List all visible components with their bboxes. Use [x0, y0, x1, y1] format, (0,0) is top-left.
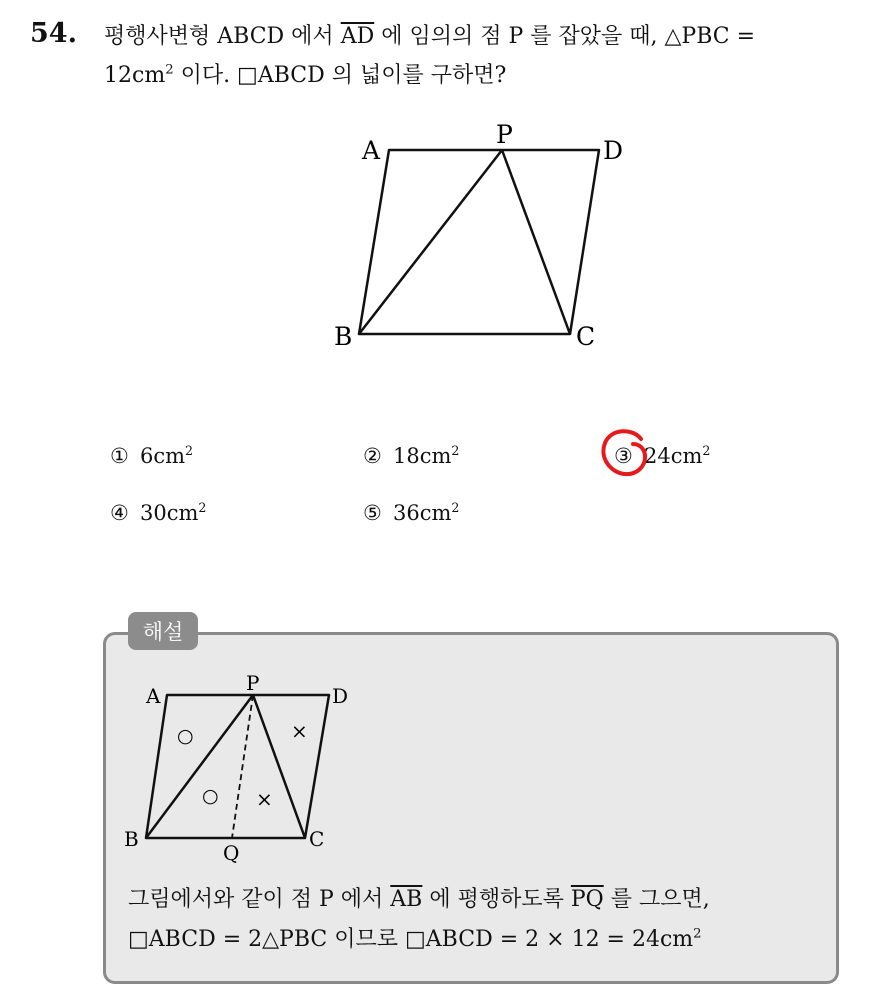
equal-area-cross-mark-2: × — [256, 787, 273, 811]
solution-figure — [0, 670, 884, 870]
choice-5[interactable]: ⑤ $36cm^2$ — [363, 500, 460, 525]
choice-4-value: 30cm — [140, 501, 199, 525]
choice-5-value: 36cm — [393, 501, 452, 525]
equal-area-cross-mark-1: × — [291, 719, 308, 743]
choice-3-value: 24cm — [644, 444, 703, 468]
choice-4-number: ④ — [110, 501, 129, 525]
label-a: A — [362, 136, 381, 165]
sol-label-b: B — [124, 827, 139, 851]
question-number: 54. — [30, 18, 77, 49]
sol-label-d: D — [332, 684, 349, 708]
label-d: D — [603, 136, 624, 165]
choice-2-value: 18cm — [393, 444, 452, 468]
choice-2[interactable]: ② $18cm^2$ — [363, 443, 460, 468]
choice-5-number: ⑤ — [363, 501, 382, 525]
selected-answer-marker — [597, 425, 657, 485]
segment-pb — [359, 150, 502, 334]
equal-area-circle-mark-1: ○ — [177, 725, 194, 747]
sol-label-p: P — [246, 671, 260, 695]
label-c: C — [576, 322, 596, 351]
solution-tag: 해설 — [128, 612, 198, 650]
choice-3-number: ③ — [614, 444, 633, 468]
choice-3[interactable]: ③ $24cm^2$ — [614, 443, 711, 468]
solution-text-line-2: □ABCD = 2△PBC 이므로 □ABCD = $2 \times 12 = 24cm^2$ — [128, 926, 702, 952]
solution-segment-pc — [253, 695, 305, 838]
segment-pc — [502, 150, 570, 334]
choice-1-number: ① — [110, 444, 129, 468]
solution-text-line-1: 그림에서와 같이 점 P 에서 $\overline{AB}$ 에 평행하도록 $\overline{PQ}$ 를 그으면, — [128, 887, 710, 912]
choice-4[interactable]: ④ $30cm^2$ — [110, 500, 207, 525]
question-text-line-1: 평행사변형 ABCD 에서 $\overline{AD}$ 에 임의의 점 P 를 잡았을 때, △PBC = — [104, 24, 756, 49]
parallelogram-figure — [0, 110, 884, 470]
label-p: P — [496, 120, 513, 149]
sol-label-c: C — [309, 827, 325, 851]
equal-area-circle-mark-2: ○ — [202, 785, 219, 807]
solution-segment-pb — [146, 695, 253, 838]
label-b: B — [334, 322, 353, 351]
choice-1-value: 6cm — [140, 444, 186, 468]
solution-segment-pq — [232, 695, 253, 838]
sol-label-a: A — [146, 684, 161, 708]
sol-label-q: Q — [223, 841, 240, 865]
question-text-line-2: $12cm^2$ 이다. □ABCD 의 넓이를 구하면? — [104, 62, 507, 88]
choice-1[interactable]: ① $6cm^2$ — [110, 443, 194, 468]
choice-2-number: ② — [363, 444, 382, 468]
